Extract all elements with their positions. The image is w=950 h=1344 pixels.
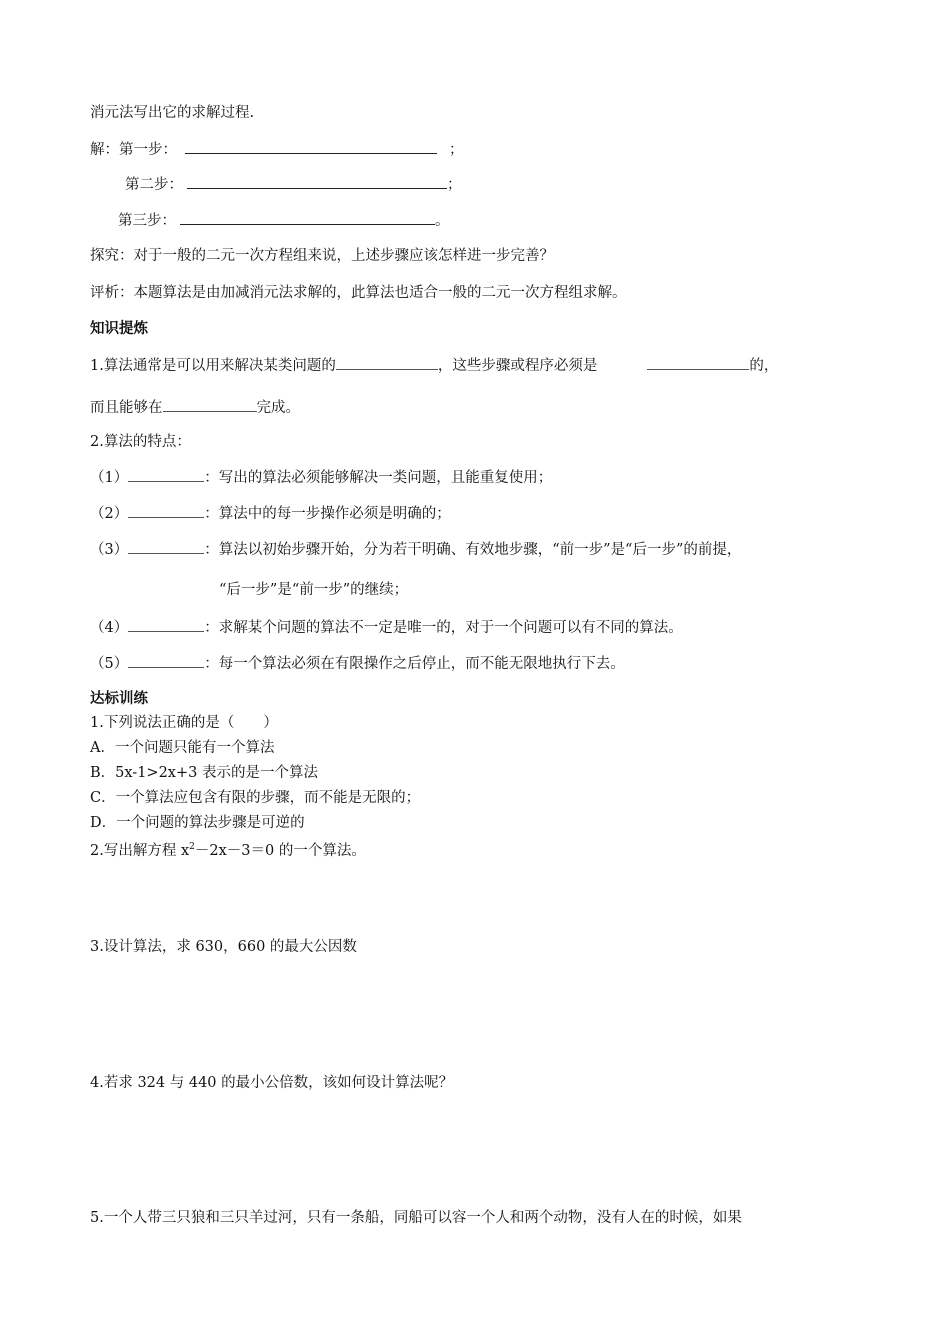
- q1-part-a: 1.算法通常是可以用来解决某类问题的: [90, 358, 336, 374]
- step2-label: 第二步：: [125, 177, 183, 193]
- step3-label: 第三步：: [118, 213, 176, 229]
- feature-row-3: [90, 539, 741, 560]
- q1-part-e: 完成。: [256, 400, 300, 416]
- knowledge-q1-cont: [90, 397, 300, 418]
- explore-text: 探究：对于一般的二元一次方程组来说，上述步骤应该怎样进一步完善？: [90, 248, 554, 264]
- step3-blank[interactable]: [180, 210, 435, 225]
- knowledge-q2: 2.算法的特点：: [90, 434, 191, 450]
- training-q1: 1.下列说法正确的是（ ）: [90, 715, 278, 731]
- step2-row: [125, 174, 462, 195]
- feature-row-2: [90, 503, 451, 524]
- option-d: D．一个问题的算法步骤是可逆的: [90, 815, 305, 831]
- intro-line: 消元法写出它的求解过程.: [90, 105, 255, 121]
- step1-row: [90, 139, 464, 160]
- feature-text: ：算法以初始步骤开始，分为若干明确、有效地步骤，“前一步”是“后一步”的前提，: [204, 542, 742, 558]
- q1-part-b: ，这些步骤或程序必须是: [437, 358, 598, 374]
- feature-blank[interactable]: [128, 653, 204, 668]
- solution-prefix: 解：: [90, 142, 119, 158]
- option-b: B．5x-1>2x+3 表示的是一个算法: [90, 765, 318, 781]
- step3-end: 。: [435, 213, 450, 229]
- q1-blank-3[interactable]: [163, 397, 257, 412]
- q1-part-c: 的，: [749, 358, 779, 374]
- training-q4: 4.若求 324 与 440 的最小公倍数，该如何设计算法呢？: [90, 1075, 454, 1091]
- feature-row-5: [90, 653, 625, 674]
- feature-text: ：写出的算法必须能够解决一类问题，且能重复使用；: [204, 470, 553, 486]
- training-heading: 达标训练: [90, 691, 148, 707]
- feature-row-4: [90, 617, 683, 638]
- feature-blank[interactable]: [128, 539, 204, 554]
- step2-end: ；: [447, 177, 462, 193]
- training-q5: 5.一个人带三只狼和三只羊过河，只有一条船，同船可以容一个人和两个动物，没有人在的时候，如果: [90, 1210, 742, 1226]
- feature-text: ：算法中的每一步操作必须是明确的；: [204, 506, 451, 522]
- q2-part-a: 2.写出解方程 x: [90, 843, 190, 859]
- feature-num: （2）: [90, 506, 129, 522]
- feature-blank[interactable]: [128, 467, 204, 482]
- feature-num: （4）: [90, 620, 129, 636]
- training-q2: [90, 837, 366, 861]
- training-q3: 3.设计算法，求 630，660 的最大公因数: [90, 939, 357, 955]
- feature-row-3-cont: “后一步”是“前一步”的继续；: [219, 582, 409, 598]
- feature-blank[interactable]: [128, 617, 204, 632]
- feature-num: （5）: [90, 656, 129, 672]
- knowledge-heading: 知识提炼: [90, 321, 148, 337]
- feature-num: （1）: [90, 470, 129, 486]
- feature-blank[interactable]: [128, 503, 204, 518]
- step1-end: ；: [449, 142, 464, 158]
- step1-blank[interactable]: [185, 139, 437, 154]
- q1-blank-2[interactable]: [647, 355, 749, 370]
- q1-blank-1[interactable]: [336, 355, 438, 370]
- q1-part-d: 而且能够在: [90, 400, 163, 416]
- feature-row-1: [90, 467, 552, 488]
- feature-text: ：求解某个问题的算法不一定是唯一的，对于一个问题可以有不同的算法。: [204, 620, 683, 636]
- feature-text: ：每一个算法必须在有限操作之后停止，而不能无限地执行下去。: [204, 656, 625, 672]
- step3-row: [118, 210, 450, 231]
- step1-label: 第一步：: [119, 142, 177, 158]
- q2-part-b: －2x－3＝0 的一个算法。: [194, 843, 366, 859]
- feature-num: （3）: [90, 542, 129, 558]
- option-c: C．一个算法应包含有限的步骤，而不能是无限的；: [90, 790, 421, 806]
- q2-exponent: 2: [189, 842, 195, 852]
- comment-text: 评析：本题算法是由加减消元法求解的，此算法也适合一般的二元一次方程组求解。: [90, 285, 627, 301]
- step2-blank[interactable]: [187, 174, 447, 189]
- option-a: A．一个问题只能有一个算法: [90, 740, 275, 756]
- knowledge-q1: [90, 355, 778, 376]
